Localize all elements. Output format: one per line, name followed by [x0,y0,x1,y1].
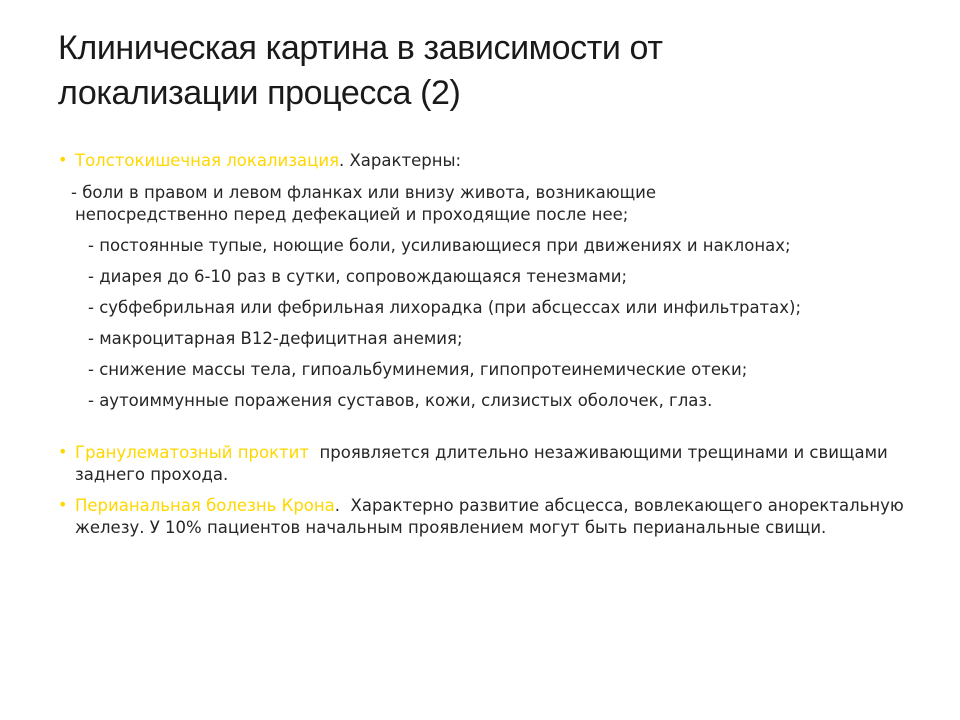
bullet-dot-icon: • [58,442,68,461]
granulomatous-proctitis-heading: Гранулематозный проктит [75,443,309,462]
symptom-item: - макроцитарная В12-дефицитная анемия; [88,329,463,348]
colon-localization-heading: Толстокишечная локализация [75,151,340,170]
bullet-granulomatous-proctitis [58,442,908,486]
symptom-item: - субфебрильная или фебрильная лихорадка (при абсцессах или инфильтратах); [88,298,802,317]
granulomatous-proctitis-text: проявляется длительно незаживающими трещинами и свищами заднего прохода. [75,443,894,484]
symptom-item: - диарея до 6-10 раз в сутки, сопровождающаяся тенезмами; [88,267,628,286]
perianal-crohn-text: . Характерно развитие абсцесса, вовлекающего аноректальную железу. У 10% пациентов начальным проявлением могут быть перианальные свищи. [75,496,910,537]
page-title [58,26,918,116]
title-line-2: локализации процесса (2) [58,74,461,112]
bullet-dot-icon: • [58,495,68,514]
symptom-item-pain-flanks [58,182,908,226]
bullet-perianal-crohn [58,495,908,539]
title-line-1: Клиническая картина в зависимости от [58,29,663,67]
slide-body [58,150,908,539]
bullet-colon-localization [58,150,908,172]
symptom-item-pain-flanks-line1: - боли в правом и левом фланках или внизу живота, возникающие [71,183,657,202]
symptom-item: - снижение массы тела, гипоальбуминемия, гипопротеинемические отеки; [88,360,748,379]
perianal-crohn-heading: Перианальная болезнь Крона [75,496,335,515]
colon-localization-intro: . Характерны: [339,151,462,170]
symptom-item-pain-flanks-line2: непосредственно перед дефекацией и проходящие после нее; [75,205,629,224]
symptom-item: - аутоиммунные поражения суставов, кожи, слизистых оболочек, глаз. [88,391,713,410]
bullet-dot-icon: • [58,150,68,169]
symptom-item: - постоянные тупые, ноющие боли, усиливающиеся при движениях и наклонах; [88,236,791,255]
